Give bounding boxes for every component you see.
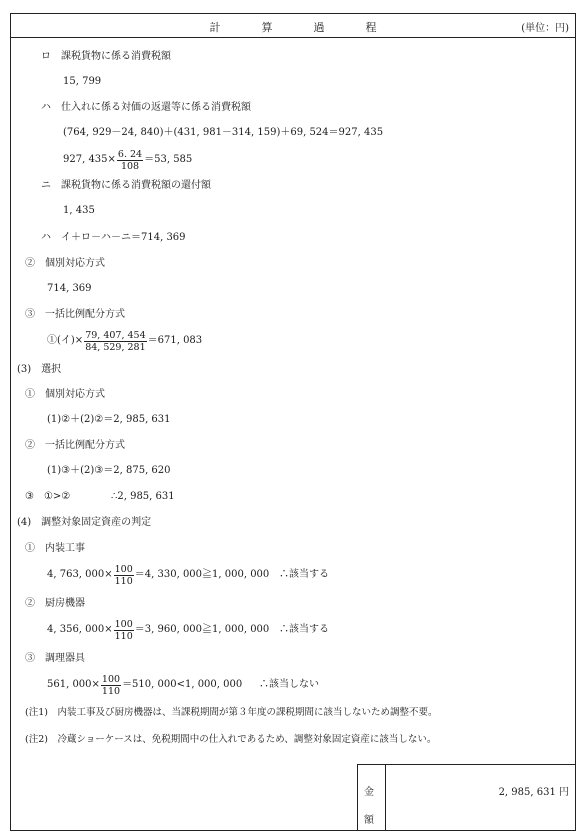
formula-result: ＝4, 330, 000≧1, 000, 000	[134, 569, 270, 580]
select-result: ∴2, 985, 631	[111, 491, 175, 502]
fraction-denominator: 110	[114, 575, 133, 587]
select-individual-heading: ① 個別対応方式	[25, 389, 105, 400]
item-ro-heading: ロ 課税貨物に係る消費税額	[41, 51, 171, 62]
fraction	[84, 330, 146, 353]
asset-utensils-formula	[47, 672, 242, 699]
asset-interior-judgement: ∴該当する	[279, 569, 329, 580]
calculation-sheet	[10, 13, 576, 831]
fraction-numerator: 6. 24	[117, 148, 143, 160]
formula-text: 561, 000×	[47, 679, 100, 690]
method-lump-formula	[47, 328, 202, 355]
asset-interior-formula	[47, 562, 269, 589]
method-lump-heading: ③ 一括比例配分方式	[25, 309, 125, 320]
fraction	[114, 619, 134, 642]
fraction-denominator: 110	[101, 685, 121, 697]
fraction	[101, 674, 121, 697]
sheet-title	[11, 19, 575, 35]
item-ha-formula: (764, 929－24, 840)＋(431, 981－314, 159)＋69, 524＝927, 435	[63, 127, 384, 138]
select-comparison: ③ ①>②	[25, 491, 71, 502]
title-char: 程	[365, 21, 377, 34]
fraction	[114, 564, 134, 587]
formula-text: 927, 435×	[63, 154, 116, 165]
asset-kitchen-judgement: ∴該当する	[279, 624, 329, 635]
fraction-denominator: 84, 529, 281	[85, 341, 146, 353]
formula-result: ＝53, 585	[144, 154, 193, 165]
formula-text: 4, 763, 000×	[47, 569, 113, 580]
section-3-heading: (3) 選択	[17, 364, 62, 375]
amount-label-1: 金	[364, 787, 374, 798]
method-individual-heading: ② 個別対応方式	[25, 258, 105, 269]
fraction-denominator: 110	[114, 630, 133, 642]
asset-utensils-judgement: ∴該当しない	[259, 679, 319, 690]
note-2: (注2) 冷蔵ショーケースは、免税期間中の仕入れであるため、調整対象固定資産に該当しない。	[25, 734, 437, 745]
asset-utensils-heading: ③ 調理器具	[25, 653, 85, 664]
item-ro-value: 15, 799	[63, 76, 102, 87]
unit-label: (単位：円)	[521, 23, 569, 34]
asset-kitchen-formula	[47, 617, 269, 644]
title-char: 算	[261, 21, 273, 34]
asset-kitchen-heading: ② 厨房機器	[25, 598, 85, 609]
item-ni-heading: ニ 課税貨物に係る消費税額の還付額	[41, 180, 211, 191]
select-lump-formula: (1)③＋(2)③＝2, 875, 620	[47, 465, 171, 476]
formula-result: ＝671, 083	[147, 335, 203, 346]
item-ni-value: 1, 435	[63, 205, 95, 216]
amount-label-2: 額	[364, 815, 374, 826]
formula-result: ＝3, 960, 000≧1, 000, 000	[134, 624, 270, 635]
formula-text: ①(イ)×	[47, 335, 84, 346]
amount-box	[357, 764, 575, 830]
section-4-heading: (4) 調整対象固定資産の判定	[17, 517, 152, 528]
fraction-denominator: 108	[120, 160, 140, 172]
select-individual-formula: (1)②＋(2)②＝2, 985, 631	[47, 414, 171, 425]
title-char: 過	[313, 21, 325, 34]
fraction-numerator: 100	[114, 618, 133, 630]
amount-value: 2, 985, 631 円	[498, 787, 569, 798]
note-1: (注1) 内装工事及び厨房機器は、当課税期間が第３年度の課税期間に該当しないため調整不要。	[25, 707, 438, 718]
fraction	[117, 149, 143, 172]
asset-interior-heading: ① 内装工事	[25, 543, 85, 554]
amount-divider	[385, 765, 386, 830]
fraction-numerator: 100	[114, 563, 133, 575]
formula-result: ＝510, 000<1, 000, 000	[122, 679, 243, 690]
fraction-numerator: 79, 407, 454	[85, 329, 146, 341]
item-ha-total: ハ イ＋ロ－ハ－ニ＝714, 369	[41, 232, 186, 243]
sheet-header	[11, 14, 575, 38]
select-lump-heading: ② 一括比例配分方式	[25, 440, 125, 451]
item-ha-heading: ハ 仕入れに係る対価の返還等に係る消費税額	[41, 102, 251, 113]
title-char: 計	[209, 21, 221, 34]
method-individual-value: 714, 369	[47, 283, 92, 294]
formula-text: 4, 356, 000×	[47, 624, 113, 635]
item-ha-result	[63, 147, 192, 174]
fraction-numerator: 100	[101, 673, 121, 685]
